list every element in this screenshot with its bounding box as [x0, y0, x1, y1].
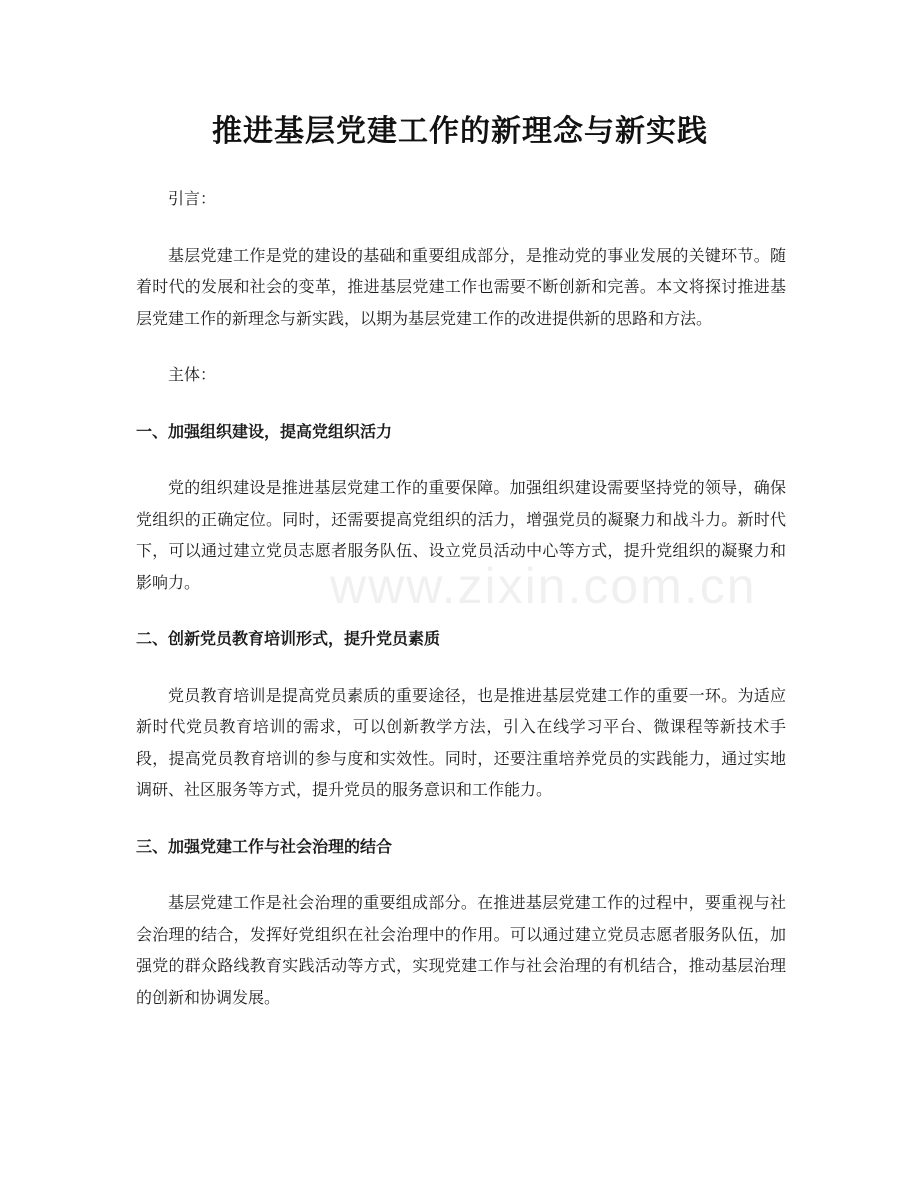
section-paragraph-2: 党员教育培训是提高党员素质的重要途径，也是推进基层党建工作的重要一环。为适应新时代党员教育培训的需求，可以创新教学方法，引入在线学习平台、微课程等新技术手段，提高党员教育培训的参与度和实效性。同时，还要注重培养党员的实践能力，通过实地调研、社区服务等方式，提升党员的服务意识和工作能力。: [136, 685, 786, 799]
section-heading-2: 二、创新党员教育培训形式，提升党员素质: [136, 629, 441, 648]
intro-paragraph: 基层党建工作是党的建设的基础和重要组成部分，是推动党的事业发展的关键环节。随着时代的发展和社会的变革，推进基层党建工作也需要不断创新和完善。本文将探讨推进基层党建工作的新理念与新实践，以期为基层党建工作的改进提供新的思路和方法。: [136, 245, 786, 328]
section-paragraph-1: 党的组织建设是推进基层党建工作的重要保障。加强组织建设需要坚持党的领导，确保党组织的正确定位。同时，还需要提高党组织的活力，增强党员的凝聚力和战斗力。新时代下，可以通过建立党员志愿者服务队伍、设立党员活动中心等方式，提升党组织的凝聚力和影响力。: [136, 478, 786, 592]
section-heading-1: 一、加强组织建设，提高党组织活力: [136, 421, 393, 441]
section-paragraph-3: 基层党建工作是社会治理的重要组成部分。在推进基层党建工作的过程中，要重视与社会治理的结合，发挥好党组织在社会治理中的作用。可以通过建立党员志愿者服务队伍，加强党的群众路线教育实践活动等方式，实现党建工作与社会治理的有机结合，推动基层治理的创新和协调发展。: [136, 893, 786, 1007]
document-title: 推进基层党建工作的新理念与新实践: [212, 114, 708, 149]
watermark-text: www.zixin.com.cn: [330, 558, 757, 614]
section-heading-3: 三、加强党建工作与社会治理的结合: [136, 836, 393, 856]
document-body: [136, 183, 786, 1038]
intro-label: 引言：: [168, 189, 217, 208]
body-label: 主体：: [168, 365, 217, 384]
